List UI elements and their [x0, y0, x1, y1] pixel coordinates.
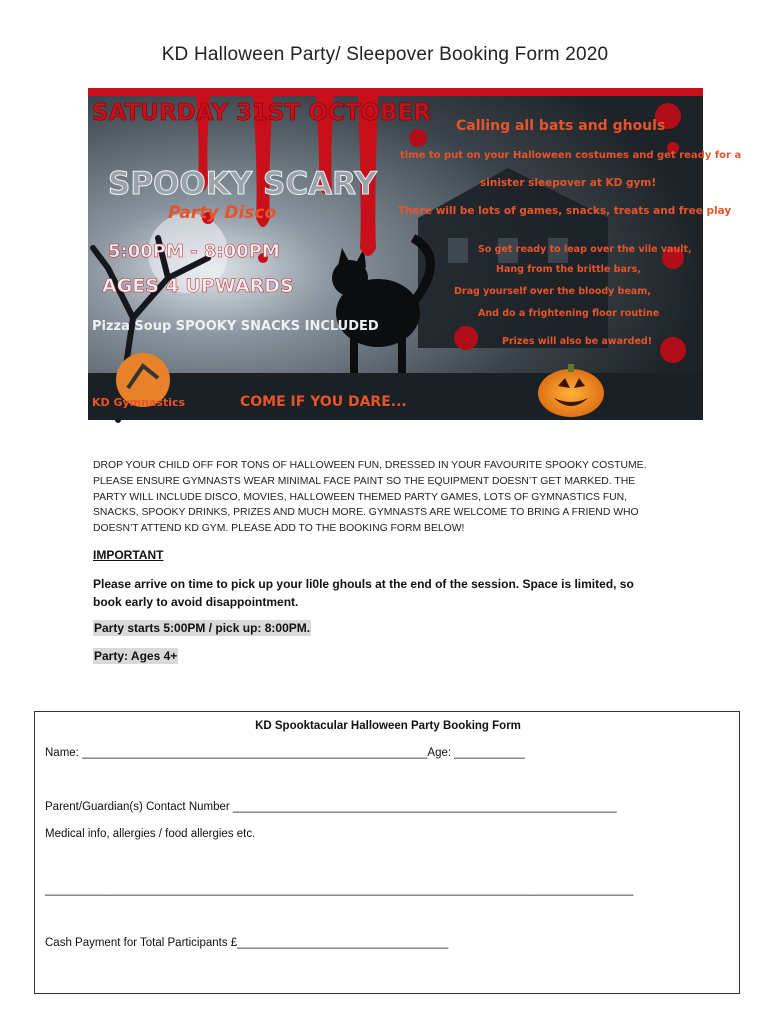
parent-contact-field[interactable]: Parent/Guardian(s) Contact Number ____________________________________________________________: [45, 801, 617, 813]
poster-activity-2: Hang from the brittle bars,: [496, 264, 641, 275]
arrival-notice: Please arrive on time to pick up your li0le ghouls at the end of the session. Space is limited, so book early to avoid disappointment.: [93, 577, 634, 609]
important-heading: IMPORTANT: [93, 548, 164, 562]
poster-dare: COME IF YOU DARE...: [240, 394, 407, 410]
medical-info-label: Medical info, allergies / food allergies etc.: [45, 828, 256, 840]
poster-activity-5: Prizes will also be awarded!: [502, 336, 653, 347]
name-age-field[interactable]: Name: ______________________________________________________Age: ___________: [45, 747, 525, 759]
poster-activity-4: And do a frightening floor routine: [478, 308, 660, 319]
svg-text:KD Gymnastics: KD Gymnastics: [92, 396, 186, 409]
poster-tagline-3: sinister sleepover at KD gym!: [480, 177, 657, 189]
poster-ages: AGES 4 UPWARDS: [102, 275, 294, 297]
poster-tagline-4: There will be lots of games, snacks, treats and free play: [398, 205, 732, 217]
poster-food: Pizza Soup SPOOKY SNACKS INCLUDED: [92, 319, 379, 334]
poster-activity-3: Drag yourself over the bloody beam,: [454, 286, 651, 297]
poster-tagline-1: Calling all bats and ghouls: [456, 118, 666, 134]
poster-time: 5:00PM - 8:00PM: [108, 241, 280, 262]
poster-tagline-2: time to put on your Halloween costumes and get ready for a: [400, 150, 742, 161]
poster-subheadline: Party Disco: [168, 203, 277, 223]
party-times-highlight: Party starts 5:00PM / pick up: 8:00PM.: [94, 621, 311, 635]
booking-form-title: KD Spooktacular Halloween Party Booking Form: [255, 720, 521, 732]
cash-payment-field[interactable]: Cash Payment for Total Participants £_________________________________: [45, 937, 449, 949]
halloween-poster: [88, 88, 742, 420]
poster-headline: SPOOKY SCARY: [108, 166, 377, 202]
medical-info-field[interactable]: ____________________________________________________________________________________________: [45, 884, 634, 896]
poster-activity-1: So get ready to leap over the vile vault,: [478, 244, 692, 255]
poster-date: SATURDAY 31ST OCTOBER: [92, 100, 431, 126]
party-ages-highlight: Party: Ages 4+: [94, 649, 178, 663]
booking-form: [34, 711, 740, 994]
document-title: KD Halloween Party/ Sleepover Booking Form 2020: [161, 44, 609, 65]
intro-paragraph: DROP YOUR CHILD OFF FOR TONS OF HALLOWEEN FUN, DRESSED IN YOUR FAVOURITE SPOOKY COSTUME. PLEASE ENSURE GYMNASTS WEAR MINIMAL FACE PAINT SO THE EQUIPMENT DOESN’T GET MARKED. THE PARTY WILL INCLUDE DISCO, MOVIES, HALLOWEEN THEMED PARTY GAMES, LOTS OF GYMNASTICS FUN, SNACKS, SPOOKY DRINKS, PRIZES AND MUCH MORE. GYMNASTS ARE WELCOME TO BRING A FRIEND WHO DOESN’T ATTEND KD GYM. PLEASE ADD TO THE BOOKING FORM BELOW!: [93, 460, 647, 535]
